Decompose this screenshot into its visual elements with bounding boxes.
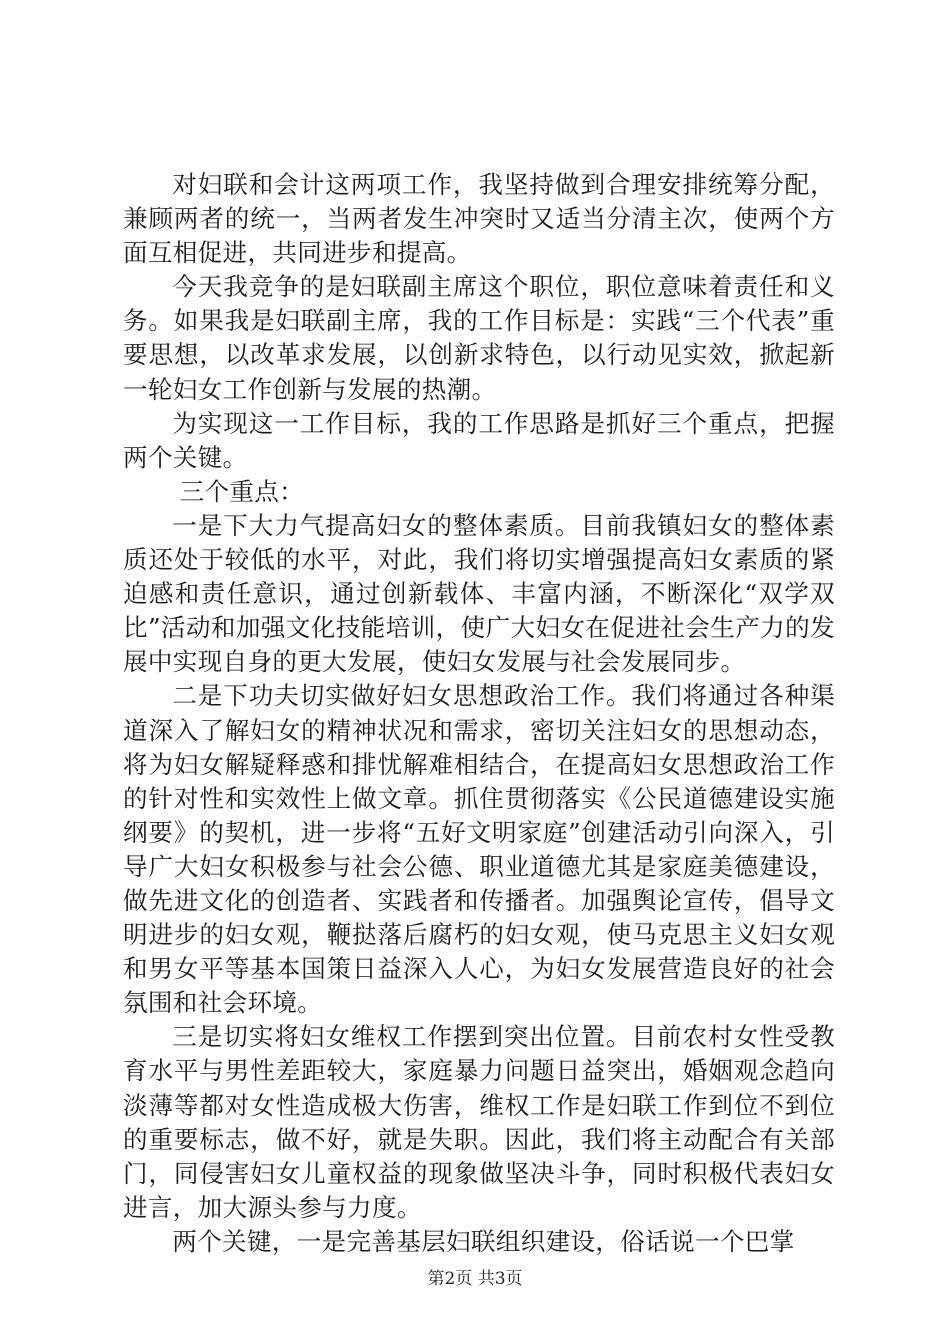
document-body [123, 168, 835, 1259]
page-footer [0, 1269, 950, 1289]
paragraph-work-approach: 为实现这一工作目标，我的工作思路是抓好三个重点，把握两个关键。 [123, 408, 835, 472]
paragraph-work-goal: 今天我竞争的是妇联副主席这个职位，职位意味着责任和义务。如果我是妇联副主席，我的工作目标是：实践“三个代表”重要思想，以改革求发展，以创新求特色，以行动见实效，掀起新一轮妇女工作创新与发展的热潮。 [123, 272, 835, 404]
page-number: 第2页 [427, 1269, 473, 1289]
paragraph-priority-one: 一是下大力气提高妇女的整体素质。目前我镇妇女的整体素质还处于较低的水平，对此，我们将切实增强提高妇女素质的紧迫感和责任意识，通过创新载体、丰富内涵，不断深化“双学双比”活动和加强文化技能培训，使广大妇女在促进社会生产力的发展中实现自身的更大发展，使妇女发展与社会发展同步。 [123, 510, 835, 677]
paragraph-priority-three: 三是切实将妇女维权工作摆到突出位置。目前农村女性受教育水平与男性差距较大，家庭暴力问题日益突出，婚姻观念趋向淡薄等都对女性造成极大伤害，维权工作是妇联工作到位不到位的重要标志，做不好，就是失职。因此，我们将主动配合有关部门，同侵害妇女儿童权益的现象做坚决斗争，同时积极代表妇女进言，加大源头参与力度。 [123, 1022, 835, 1222]
paragraph-balance-work: 对妇联和会计这两项工作，我坚持做到合理安排统筹分配，兼顾两者的统一，当两者发生冲突时又适当分清主次，使两个方面互相促进，共同进步和提高。 [123, 170, 835, 268]
paragraph-two-keys: 两个关键，一是完善基层妇联组织建设，俗话说一个巴掌 [172, 1226, 795, 1256]
paragraph-priority-two: 二是下功夫切实做好妇女思想政治工作。我们将通过各种渠道深入了解妇女的精神状况和需求，密切关注妇女的思想动态，将为妇女解疑释惑和排忧解难相结合，在提高妇女思想政治工作的针对性和实效性上做文章。抓住贯彻落实《公民道德建设实施纲要》的契机，进一步将“五好文明家庭”创建活动引向深入，引导广大妇女积极参与社会公德、职业道德尤其是家庭美德建设，做先进文化的创造者、实践者和传播者。加强舆论宣传，倡导文明进步的妇女观，鞭挞落后腐朽的妇女观，使马克思主义妇女观和男女平等基本国策日益深入人心，为妇女发展营造良好的社会氛围和社会环境。 [123, 681, 835, 1018]
page-total: 共3页 [477, 1269, 523, 1289]
paragraph-three-priorities-heading: 三个重点： [179, 476, 305, 506]
